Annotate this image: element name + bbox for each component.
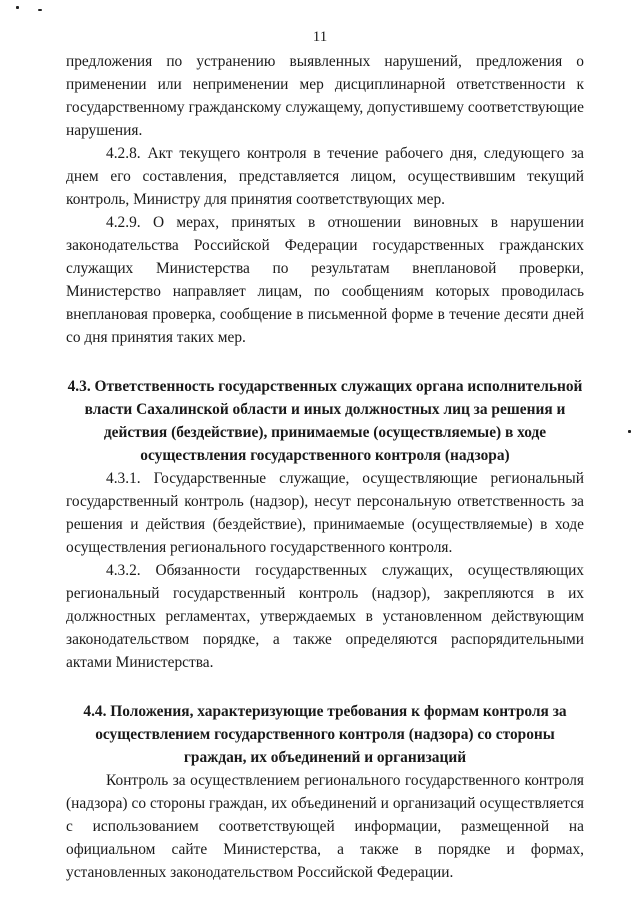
- paragraph-4-4: Контроль за осуществлением регионального государственного контроля (надзора) со стороны граждан, их объединений и организаций осуществляется с использованием соответствующей информации, размещенной на официальном сайте Министерства, а также в порядке и формах, установленных законодательством Российской Федерации.: [66, 772, 584, 881]
- paragraph-continuation: предложения по устранению выявленных нарушений, предложения о применении или неприменении мер дисциплинарной ответственности к государственному гражданскому служащему, допустившему соответствующие нарушения.: [66, 53, 584, 139]
- document-body: [66, 50, 584, 884]
- scan-artifact: [38, 9, 42, 11]
- page-number: 11: [312, 29, 328, 45]
- paragraph-4-2-9: 4.2.9. О мерах, принятых в отношении виновных в нарушении законодательства Российской Федерации государственных гражданских служащих Министерства по результатам внеплановой проверки, Министерство направляет лицам, по сообщениям которых проводилась внеплановая проверка, сообщение в письменной форме в течение десяти дней со дня принятия таких мер.: [66, 214, 584, 346]
- paragraph-4-3-1: 4.3.1. Государственные служащие, осуществляющие региональный государственный контроль (надзор), несут персональную ответственность за решения и действия (бездействие), принимаемые (осуществляемые) в ходе осуществления регионального государственного контроля.: [66, 470, 584, 556]
- scan-artifact: [16, 6, 19, 9]
- section-heading-4-4: 4.4. Положения, характеризующие требования к формам контроля за осуществлением государственного контроля (надзора) со стороны граждан, их объединений и организаций: [83, 703, 567, 766]
- section-spacer: [66, 349, 584, 375]
- paragraph-4-2-8: 4.2.8. Акт текущего контроля в течение рабочего дня, следующего за днем его составления, представляется лицом, осуществившим текущий контроль, Министру для принятия соответствующих мер.: [66, 145, 584, 208]
- section-heading-4-3: 4.3. Ответственность государственных служащих органа исполнительной власти Сахалинской области и иных должностных лиц за решения и действия (бездействие), принимаемые (осуществляемые) в ходе осуществления государственного контроля (надзора): [67, 378, 583, 464]
- section-spacer: [66, 674, 584, 700]
- scan-artifact: [628, 430, 631, 433]
- paragraph-4-3-2: 4.3.2. Обязанности государственных служащих, осуществляющих региональный государственный контроль (надзор), закрепляются в их должностных регламентах, утверждаемых в установленном действующим законодательством порядке, а также определяются распорядительными актами Министерства.: [66, 562, 584, 671]
